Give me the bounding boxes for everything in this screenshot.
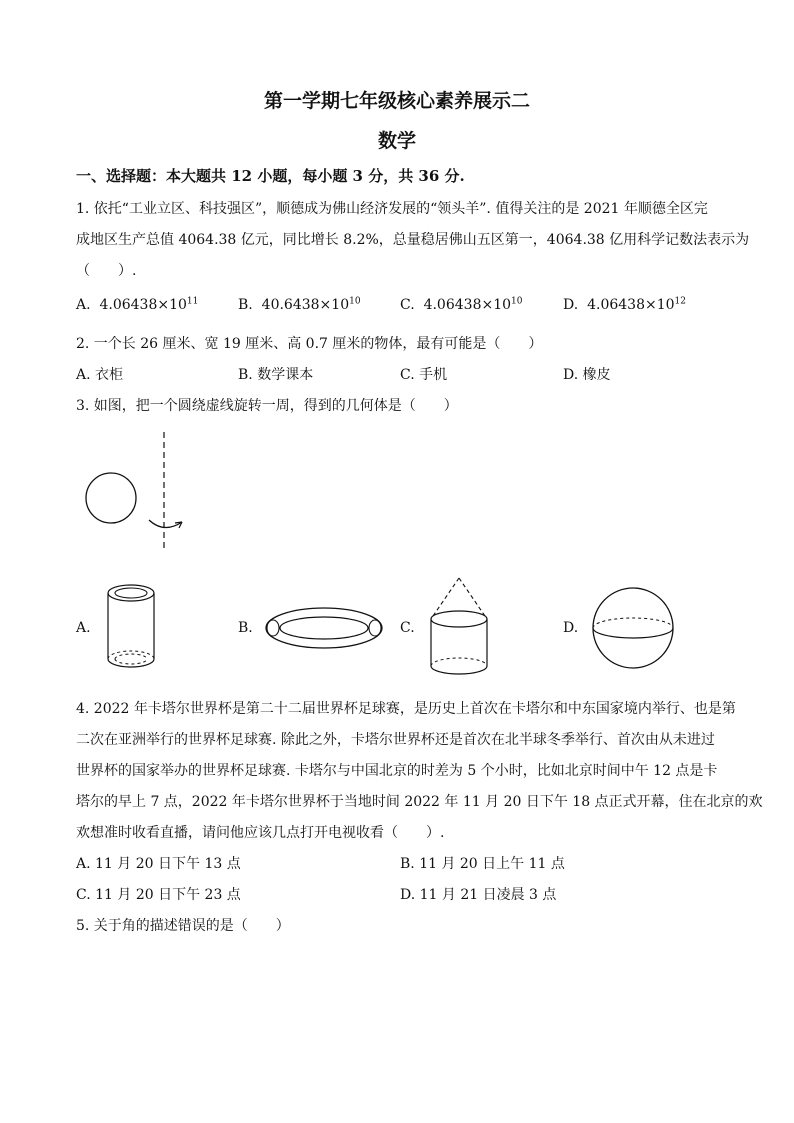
q3-option-b-torus[interactable] xyxy=(262,604,386,652)
option-exponent: 10 xyxy=(511,296,523,307)
option-base: 4.06438×10 xyxy=(423,297,512,313)
q3-option-d-sphere[interactable] xyxy=(590,585,676,671)
option-label: D. xyxy=(563,297,579,313)
q3-option-c-label[interactable]: C. xyxy=(400,620,415,636)
q3-rotation-figure xyxy=(80,428,200,553)
option-base: 40.6438×10 xyxy=(261,297,350,313)
q3-option-a-label[interactable]: A. xyxy=(76,620,91,636)
q4-option-a[interactable]: A. 11 月 20 日下午 13 点 xyxy=(76,856,241,872)
q1-option-a[interactable] xyxy=(76,297,198,313)
option-exponent: 10 xyxy=(349,296,361,307)
option-base: 4.06438×10 xyxy=(587,297,675,313)
option-label: A. xyxy=(76,297,91,313)
q1-option-c[interactable] xyxy=(400,297,522,313)
option-exponent: 12 xyxy=(674,296,686,307)
q2-option-d[interactable]: D. 橡皮 xyxy=(563,367,611,383)
q4-line4: 塔尔的早上 7 点，2022 年卡塔尔世界杯于当地时间 2022 年 11 月 20 日下午 18 点正式开幕，住在北京的欢 xyxy=(76,794,763,810)
q1-line2: 成地区生产总值 4064.38 亿元，同比增长 8.2%，总量稳居佛山五区第一，4064.38 亿用科学记数法表示为 xyxy=(76,232,750,248)
q5-stem: 5. 关于角的描述错误的是（ ） xyxy=(76,918,290,934)
q4-line2: 二次在亚洲举行的世界杯足球赛. 除此之外，卡塔尔世界杯还是首次在北半球冬季举行、首次由从未进过 xyxy=(76,732,715,748)
q3-option-d-label[interactable]: D. xyxy=(563,620,579,636)
rotation-arrow-icon xyxy=(149,520,182,528)
q2-option-c[interactable]: C. 手机 xyxy=(400,367,448,383)
option-label: C. xyxy=(400,297,415,313)
q1-line1: 1. 依托“工业立区、科技强区”，顺德成为佛山经济发展的“领头羊”. 值得关注的是 2021 年顺德全区完 xyxy=(76,201,708,217)
q1-option-b[interactable] xyxy=(238,297,361,313)
q4-line5: 欢想准时收看直播，请问他应该几点打开电视收看（ ）. xyxy=(76,825,445,841)
q3-option-a-cylinder[interactable] xyxy=(104,582,158,672)
q3-stem: 3. 如图，把一个圆绕虚线旋转一周，得到的几何体是（ ） xyxy=(76,398,458,414)
q2-option-a[interactable]: A. 衣柜 xyxy=(76,367,124,383)
option-label: B. xyxy=(238,297,253,313)
q1-line3: （ ）. xyxy=(76,263,137,279)
q2-stem: 2. 一个长 26 厘米、宽 19 厘米、高 0.7 厘米的物体，最有可能是（ ） xyxy=(76,336,543,352)
q3-option-b-label[interactable]: B. xyxy=(238,620,253,636)
section-heading: 一、选择题：本大题共 12 小题，每小题 3 分，共 36 分. xyxy=(76,167,465,185)
page-title: 第一学期七年级核心素养展示二 xyxy=(263,90,530,112)
q2-option-b[interactable]: B. 数学课本 xyxy=(238,367,314,383)
option-exponent: 11 xyxy=(186,296,199,307)
q3-option-c-cone-cylinder[interactable] xyxy=(426,574,492,678)
q4-line3: 世界杯的国家举办的世界杯足球赛. 卡塔尔与中国北京的时差为 5 个小时，比如北京时间中午 12 点是卡 xyxy=(76,763,718,779)
q4-option-b[interactable]: B. 11 月 20 日上午 11 点 xyxy=(400,856,565,872)
q4-option-d[interactable]: D. 11 月 21 日凌晨 3 点 xyxy=(400,887,557,903)
circle-shape xyxy=(86,473,136,523)
option-base: 4.06438×10 xyxy=(99,297,187,313)
q1-option-d[interactable] xyxy=(563,297,686,313)
q4-option-c[interactable]: C. 11 月 20 日下午 23 点 xyxy=(76,887,241,903)
q4-line1: 4. 2022 年卡塔尔世界杯是第二十二届世界杯足球赛，是历史上首次在卡塔尔和中东国家境内举行、也是第 xyxy=(76,701,736,717)
subject-title: 数学 xyxy=(377,130,416,152)
